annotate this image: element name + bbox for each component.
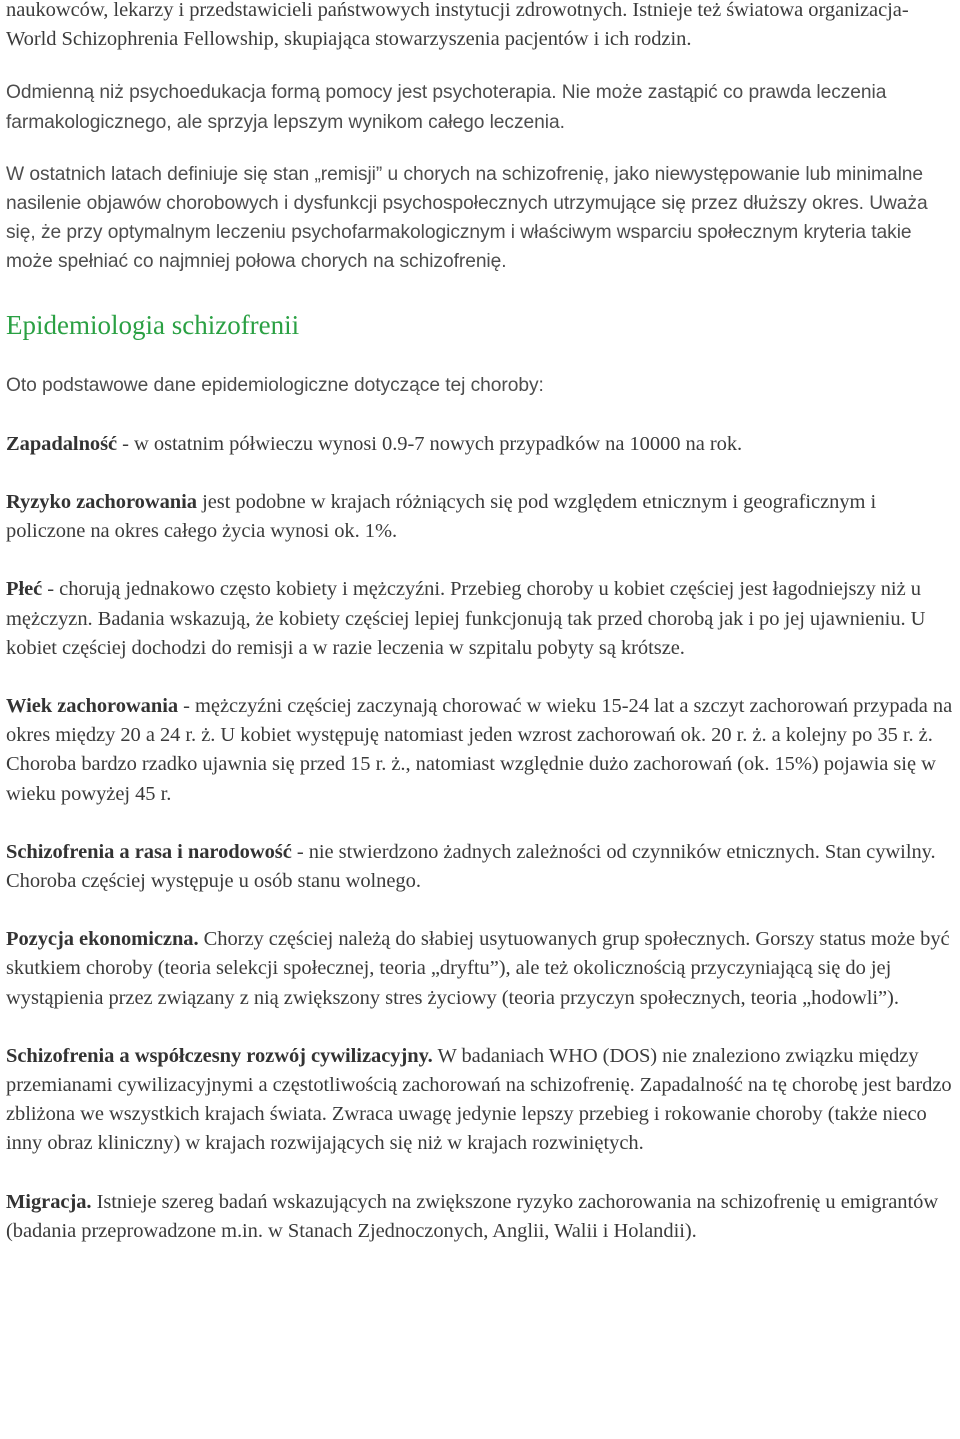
sex-text: - chorują jednakowo często kobiety i mężczyźni. Przebieg choroby u kobiet częściej jest łagodniejszy niż u mężczyzn. Badania wskazują, że kobiety częściej lepiej funkcjonują tak przed chorobą jak i po jej ujawnieniu. U kobiet częściej dochodzi do remisji a w razie leczenia w szpitalu pobyty są krótsze.	[6, 578, 926, 659]
economic-term: Pozycja ekonomiczna.	[6, 928, 199, 951]
risk-paragraph	[6, 488, 956, 546]
risk-text: jest podobne w krajach różniących się pod względem etnicznym i geograficznym i policzone na okres całego życia wynosi ok. 1%.	[6, 491, 877, 543]
civilization-term: Schizofrenia a współczesny rozwój cywilizacyjny.	[6, 1044, 433, 1067]
psychotherapy-paragraph: Odmienną niż psychoedukacja formą pomocy jest psychoterapia. Nie może zastąpić co prawda leczenia farmakologicznego, ale sprzyja lepszym wynikom całego leczenia.	[6, 82, 887, 133]
intro-paragraph: naukowców, lekarzy i przedstawicieli państwowych instytucji zdrowotnych. Istnieje też światowa organizacja- World Schizophrenia Fellowship, skupiająca stowarzyszenia pacjentów i ich rodzin.	[6, 0, 909, 51]
age-text: - mężczyźni częściej zaczynają chorować w wieku 15-24 lat a szczyt zachorowań przypada na okres między 20 a 24 r. ż. U kobiet występuję natomiast jeden wzrost zachorowań ok. 20 r. ż. a kolejny po 35 r. ż. Choroba bardzo rzadko ujawnia się przed 15 r. ż., natomiast względnie dużo zachorowań (ok. 15%) pojawia się w wieku powyżej 45 r.	[6, 695, 953, 805]
remission-paragraph: W ostatnich latach definiuje się stan „remisji” u chorych na schizofrenię, jako niewystępowanie lub minimalne nasilenie objawów chorobowych i dysfunkcji psychospołecznych utrzymujące się przez dłuższy okres. Uważa się, że przy optymalnym leczeniu psychofarmakologicznym i właściwym wsparciu społecznym kryteria takie może spełniać co najmniej połowa chorych na schizofrenię.	[6, 163, 928, 273]
civilization-paragraph	[6, 1042, 956, 1159]
incidence-term: Zapadalność	[6, 432, 118, 455]
migration-term: Migracja.	[6, 1190, 92, 1213]
risk-term: Ryzyko zachorowania	[6, 491, 197, 514]
race-term: Schizofrenia a rasa i narodowość	[6, 840, 292, 863]
section-heading: Epidemiologia schizofrenii	[6, 309, 300, 340]
migration-text: Istnieje szereg badań wskazujących na zwiększone ryzyko zachorowania na schizofrenię u emigrantów (badania przeprowadzone m.in. w Stanach Zjednoczonych, Anglii, Walii i Holandii).	[6, 1190, 939, 1242]
economic-text: Chorzy częściej należą do słabiej usytuowanych grup społecznych. Gorszy status może być skutkiem choroby (teoria selekcji społecznej, teoria „dryftu”), ale też okolicznością przyczyniającą się do jej wystąpienia przez związany z nią zwiększony stres życiowy (teoria przyczyn społecznych, teoria „hodowli”).	[6, 928, 950, 1009]
age-paragraph	[6, 692, 956, 809]
incidence-paragraph	[6, 430, 956, 459]
age-term: Wiek zachorowania	[6, 695, 179, 718]
migration-paragraph	[6, 1188, 956, 1246]
civilization-text: W badaniach WHO (DOS) nie znaleziono związku między przemianami cywilizacyjnymi a częstotliwością zachorowań na schizofrenię. Zapadalność na tę chorobę jest bardzo zbliżona we wszystkich krajach świata. Zwraca uwagę jedynie lepszy przebieg i rokowanie choroby (także nieco inny obraz kliniczny) w krajach rozwijających się niż w krajach rozwiniętych.	[6, 1044, 952, 1155]
race-text: - nie stwierdzono żadnych zależności od czynników etnicznych. Stan cywilny. Choroba częściej występuje u osób stanu wolnego.	[6, 840, 936, 893]
incidence-text: - w ostatnim półwieczu wynosi 0.9-7 nowych przypadków na 10000 na rok.	[117, 432, 743, 455]
race-paragraph	[6, 838, 956, 896]
sex-paragraph	[6, 575, 956, 663]
sex-term: Płeć	[6, 578, 43, 601]
economic-paragraph	[6, 925, 956, 1013]
epidemiology-intro: Oto podstawowe dane epidemiologiczne dotyczące tej choroby:	[6, 374, 544, 396]
